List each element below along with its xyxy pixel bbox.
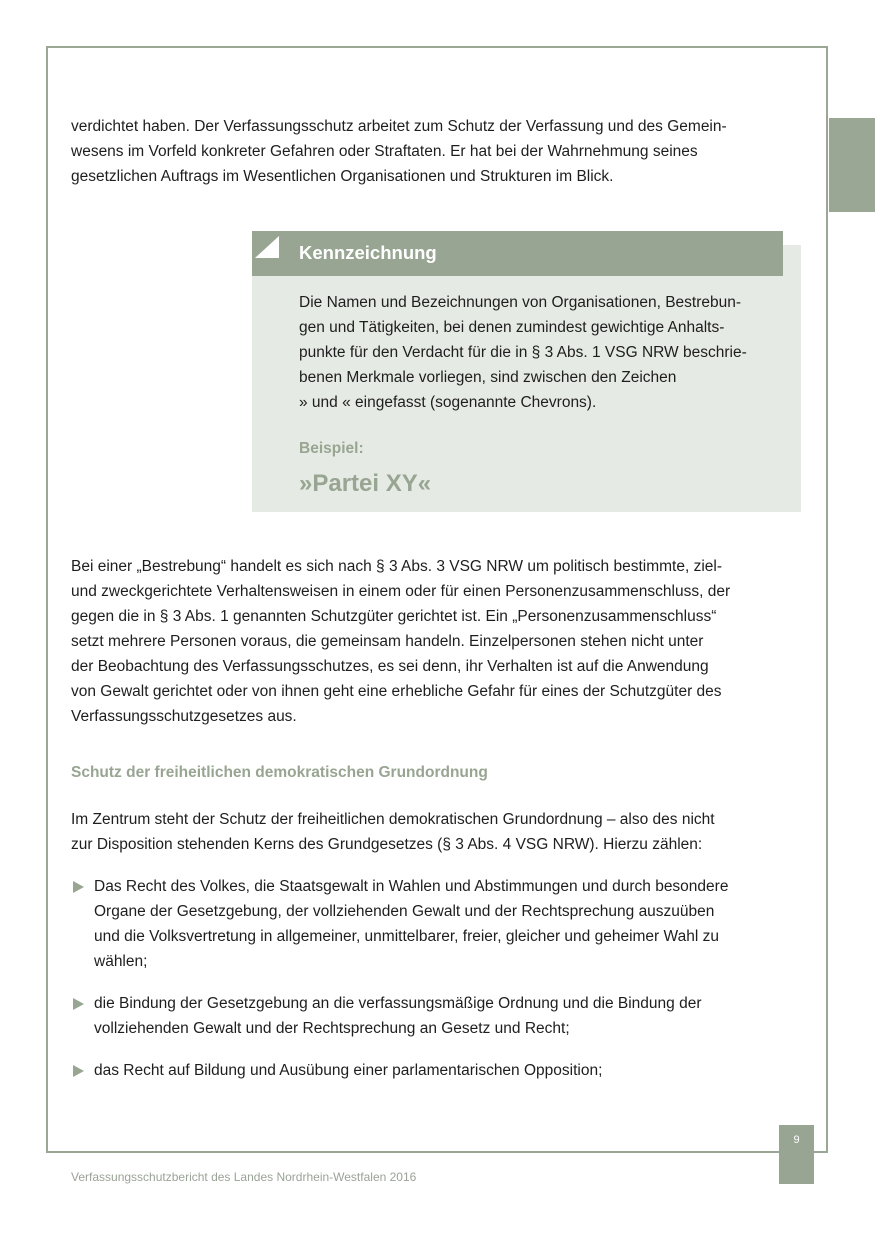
list-item <box>71 1058 783 1083</box>
triangle-right-icon <box>73 881 84 893</box>
triangle-right-icon <box>73 998 84 1010</box>
corner-triangle-icon <box>255 236 279 258</box>
text-line: der Beobachtung des Verfassungsschutzes, es sei denn, ihr Verhalten ist auf die Anwendung <box>71 658 709 675</box>
text-line: Organe der Gesetzgebung, der vollziehenden Gewalt und der Rechtsprechung auszuüben <box>94 903 715 920</box>
text-line: von Gewalt gerichtet oder von ihnen geht eine erhebliche Gefahr für eines der Schutzgüter des <box>71 683 722 700</box>
text-line: zur Disposition stehenden Kerns des Grundgesetzes (§ 3 Abs. 4 VSG NRW). Hierzu zählen: <box>71 836 703 853</box>
chapter-tab <box>829 118 875 212</box>
text-line: und die Volksvertretung in allgemeiner, unmittelbarer, freier, gleicher und geheimer Wahl zu <box>94 928 719 945</box>
text-line: » und « eingefasst (sogenannte Chevrons). <box>299 394 597 411</box>
text-line: benen Merkmale vorliegen, sind zwischen den Zeichen <box>299 369 677 386</box>
text-line: gegen die in § 3 Abs. 1 genannten Schutzgüter gerichtet ist. Ein „Personenzusammenschluss“ <box>71 608 717 625</box>
text-line: Verfassungsschutzgesetzes aus. <box>71 708 297 725</box>
list-item <box>71 991 783 1041</box>
text-line: und zweckgerichtete Verhaltensweisen in einem oder für einen Personenzusammenschluss, der <box>71 583 731 600</box>
footer-text: Verfassungsschutzbericht des Landes Nordrhein-Westfalen 2016 <box>71 1170 417 1184</box>
section-heading: Schutz der freiheitlichen demokratischen Grundordnung <box>71 764 488 781</box>
text-line: wesens im Vorfeld konkreter Gefahren oder Straftaten. Er hat bei der Wahrnehmung seines <box>71 143 698 160</box>
text-line: wählen; <box>94 953 148 970</box>
text-line: punkte für den Verdacht für die in § 3 Abs. 1 VSG NRW beschrie- <box>299 344 747 361</box>
text-line: Bei einer „Bestrebung“ handelt es sich nach § 3 Abs. 3 VSG NRW um politisch bestimmte, ziel- <box>71 558 723 575</box>
intro-paragraph <box>71 114 783 189</box>
bullet-list <box>71 874 783 1100</box>
list-item <box>71 874 783 974</box>
text-line: verdichtet haben. Der Verfassungsschutz arbeitet zum Schutz der Verfassung und des Gemein- <box>71 118 727 135</box>
example-value: »Partei XY« <box>299 470 432 497</box>
triangle-right-icon <box>73 1065 84 1077</box>
text-line: die Bindung der Gesetzgebung an die verfassungsmäßige Ordnung und die Bindung der <box>94 995 702 1012</box>
zentrum-paragraph <box>71 807 783 857</box>
text-line: Im Zentrum steht der Schutz der freiheitlichen demokratischen Grundordnung – also des nicht <box>71 811 715 828</box>
text-line: gen und Tätigkeiten, bei denen zumindest gewichtige Anhalts- <box>299 319 725 336</box>
info-box-title: Kennzeichnung <box>299 242 437 263</box>
text-line: vollziehenden Gewalt und der Rechtsprechung an Gesetz und Recht; <box>94 1020 570 1037</box>
text-line: gesetzlichen Auftrags im Wesentlichen Organisationen und Strukturen im Blick. <box>71 168 614 185</box>
text-line: Die Namen und Bezeichnungen von Organisationen, Bestrebun- <box>299 294 742 311</box>
text-line: setzt mehrere Personen voraus, die gemeinsam handeln. Einzelpersonen stehen nicht unter <box>71 633 704 650</box>
text-line: Das Recht des Volkes, die Staatsgewalt in Wahlen und Abstimmungen und durch besondere <box>94 878 729 895</box>
page-number: 9 <box>793 1134 800 1146</box>
example-label: Beispiel: <box>299 440 364 457</box>
bestrebung-paragraph <box>71 554 783 729</box>
text-line: das Recht auf Bildung und Ausübung einer parlamentarischen Opposition; <box>94 1062 603 1079</box>
info-box-text <box>299 290 779 415</box>
